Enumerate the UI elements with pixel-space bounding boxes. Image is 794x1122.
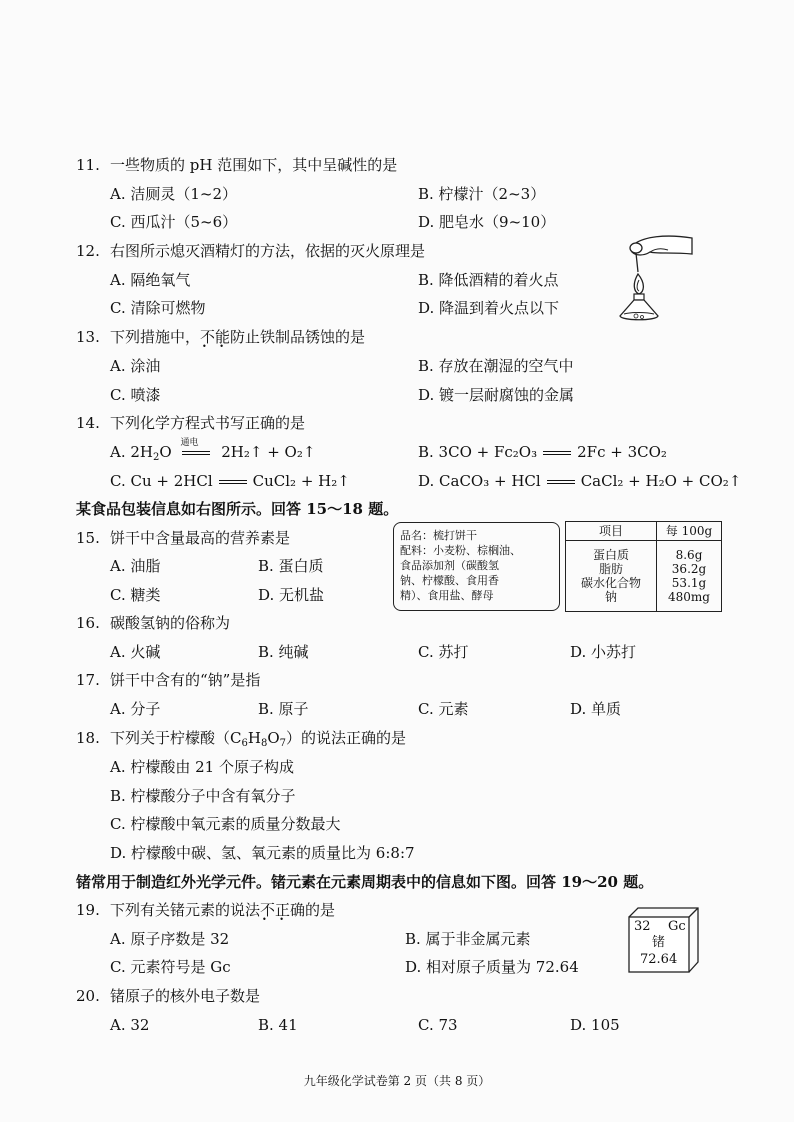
element-name: 锗	[652, 935, 666, 950]
q16-stem: 碳酸氢钠的俗称为	[110, 614, 231, 632]
q17-option-d: D. 单质	[570, 700, 622, 718]
nutrition-header-per100g: 每 100g	[657, 522, 722, 541]
q20-stem: 锗原子的核外电子数是	[110, 987, 261, 1005]
q18-stem: 下列关于柠檬酸$(C_6H_8O_7)$的说法正确的是	[110, 729, 407, 749]
q13-stem	[110, 327, 365, 347]
label-ingredients-3: 钠、柠檬酸、食用香	[400, 574, 499, 587]
nutrient-name: 脂肪	[598, 562, 623, 576]
q19-option-b: B. 属于非金属元素	[405, 930, 531, 948]
nutrient-value: 480mg	[668, 590, 710, 604]
q20-option-a: A. 32	[110, 1016, 150, 1034]
nutrient-name: 蛋白质	[592, 548, 629, 562]
element-atomic-mass: 72.64	[640, 952, 678, 967]
section-intro-19-20: 锗常用于制造红外光学元件。锗元素在元素周期表中的信息如下图。回答 19～20 题。	[76, 873, 654, 891]
q17-number: 17.	[76, 671, 100, 689]
nutrient-value: 8.6g	[675, 548, 703, 562]
page-footer: 九年级化学试卷第 2 页（共 8 页）	[303, 1074, 491, 1088]
q19-stem-post: 确的是	[290, 901, 336, 919]
q14-number: 14.	[76, 414, 100, 432]
q14-c-rhs: CuCl₂ + H₂↑	[252, 472, 350, 490]
nutrition-table	[565, 521, 722, 612]
nutrient-name: 碳水化合物	[580, 576, 641, 590]
q13-stem-emphasis: 不能 • •	[200, 328, 230, 346]
label-ingredients-4: 精）、食用盐、酵母	[400, 589, 494, 602]
q19-option-d: D. 相对原子质量为 72.64	[405, 958, 579, 976]
nutrition-header-item: 项目	[566, 522, 657, 541]
q11-option-b: B. 柠檬汁（2~3）	[418, 185, 546, 203]
q14-option-d	[418, 471, 741, 491]
q13-stem-pre: 下列措施中，	[110, 328, 201, 346]
q11-number: 11.	[76, 156, 100, 174]
q14-b-lhs: B. 3CO + Fc₂O₃	[418, 443, 538, 461]
q17-option-a: A. 分子	[110, 700, 161, 718]
q13-option-b: B. 存放在潮湿的空气中	[418, 357, 574, 375]
q15-option-b: B. 蛋白质	[258, 557, 324, 575]
q18-option-c: C. 柠檬酸中氧元素的质量分数最大	[110, 815, 341, 833]
q16-option-a: A. 火碱	[110, 643, 161, 661]
alcohol-lamp-illustration	[612, 228, 696, 324]
q12-option-a: A. 隔绝氧气	[110, 271, 191, 289]
q13-option-d: D. 镀一层耐腐蚀的金属	[418, 386, 575, 404]
q15-option-a: A. 油脂	[110, 557, 161, 575]
q16-option-c: C. 苏打	[418, 643, 469, 661]
q18-option-a: A. 柠檬酸由 21 个原子构成	[110, 758, 294, 776]
q17-option-b: B. 原子	[258, 700, 309, 718]
q19-number: 19.	[76, 901, 100, 919]
q17-option-c: C. 元素	[418, 700, 469, 718]
q20-option-c: C. 73	[418, 1016, 458, 1034]
q14-b-rhs: 2Fc + 3CO₂	[577, 443, 667, 461]
q19-stem-emphasis: 不正 • •	[260, 901, 290, 919]
nutrient-name: 钠	[604, 590, 617, 604]
q18-stem-pre: 下列关于柠檬酸（C	[110, 729, 242, 747]
q20-number: 20.	[76, 987, 100, 1005]
nutrition-names-cell	[566, 541, 657, 612]
q12-number: 12.	[76, 242, 100, 260]
q11-option-a: A. 洁厕灵（1~2）	[110, 185, 238, 203]
q13-number: 13.	[76, 328, 100, 346]
q15-option-c: C. 糖类	[110, 586, 161, 604]
q14-a-condition: 通电	[180, 438, 199, 448]
q13-option-a: A. 涂油	[110, 357, 161, 375]
q15-stem: 饼干中含量最高的营养素是	[110, 529, 291, 547]
label-product-name: 品名：梳打饼干	[400, 529, 477, 542]
label-ingredients-1: 配料：小麦粉、棕榈油、	[400, 544, 521, 557]
q12-option-c: C. 清除可燃物	[110, 299, 206, 317]
q12-option-d: D. 降温到着火点以下	[418, 299, 560, 317]
q18-option-b: B. 柠檬酸分子中含有氧分子	[110, 787, 296, 805]
q11-option-c: C. 西瓜汁（5~6）	[110, 213, 238, 231]
q12-option-b: B. 降低酒精的着火点	[418, 271, 559, 289]
q11-option-d: D. 肥皂水（9~10）	[418, 213, 556, 231]
label-ingredients-2: 食品添加剂（碳酸氢	[400, 559, 499, 572]
q20-option-b: B. 41	[258, 1016, 298, 1034]
q16-option-d: D. 小苏打	[570, 643, 637, 661]
q11-stem: 一些物质的 pH 范围如下，其中呈碱性的是	[110, 156, 398, 174]
q14-d-rhs: CaCl₂ + H₂O + CO₂↑	[580, 472, 742, 490]
nutrient-value: 53.1g	[671, 576, 707, 590]
section-intro-15-18: 某食品包装信息如右图所示。回答 15～18 题。	[76, 500, 399, 518]
q20-option-d: D. 105	[570, 1016, 620, 1034]
nutrition-values-cell	[657, 541, 722, 612]
q14-option-c	[110, 471, 350, 491]
q15-option-d: D. 无机盐	[258, 586, 325, 604]
q19-stem	[110, 900, 335, 920]
q14-d-lhs: D. CaCO₃ + HCl	[418, 472, 541, 490]
q12-stem: 右图所示熄灭酒精灯的方法，依据的灭火原理是	[110, 242, 426, 260]
q17-stem: 饼干中含有的“钠”是指	[110, 671, 261, 689]
food-label-box	[393, 522, 560, 611]
q14-a-rhs: 2H₂↑ + O₂↑	[221, 443, 316, 461]
q19-option-a: A. 原子序数是 32	[110, 930, 230, 948]
q16-number: 16.	[76, 614, 100, 632]
element-symbol: Gc	[668, 919, 686, 934]
q13-option-c: C. 喷漆	[110, 386, 161, 404]
q18-option-d: D. 柠檬酸中碳、氢、氧元素的质量比为 6:8:7	[110, 844, 415, 862]
q14-a-lhs: A. 2H	[110, 443, 153, 461]
q14-stem: 下列化学方程式书写正确的是	[110, 414, 306, 432]
element-atomic-number: 32	[634, 919, 651, 934]
nutrient-value: 36.2g	[671, 562, 707, 576]
q19-option-c: C. 元素符号是 Gc	[110, 958, 231, 976]
q19-stem-pre: 下列有关锗元素的说法	[110, 901, 261, 919]
q16-option-b: B. 纯碱	[258, 643, 309, 661]
q14-option-b	[418, 442, 667, 462]
q14-option-a: A. $2H_2O$ 通电 2H₂↑ + O₂↑	[110, 442, 315, 462]
q14-c-lhs: C. Cu + 2HCl	[110, 472, 213, 490]
q13-stem-post: 防止铁制品锈蚀的是	[230, 328, 366, 346]
q18-stem-post: ）的说法正确的是	[286, 729, 407, 747]
q15-number: 15.	[76, 529, 100, 547]
q18-number: 18.	[76, 729, 100, 747]
